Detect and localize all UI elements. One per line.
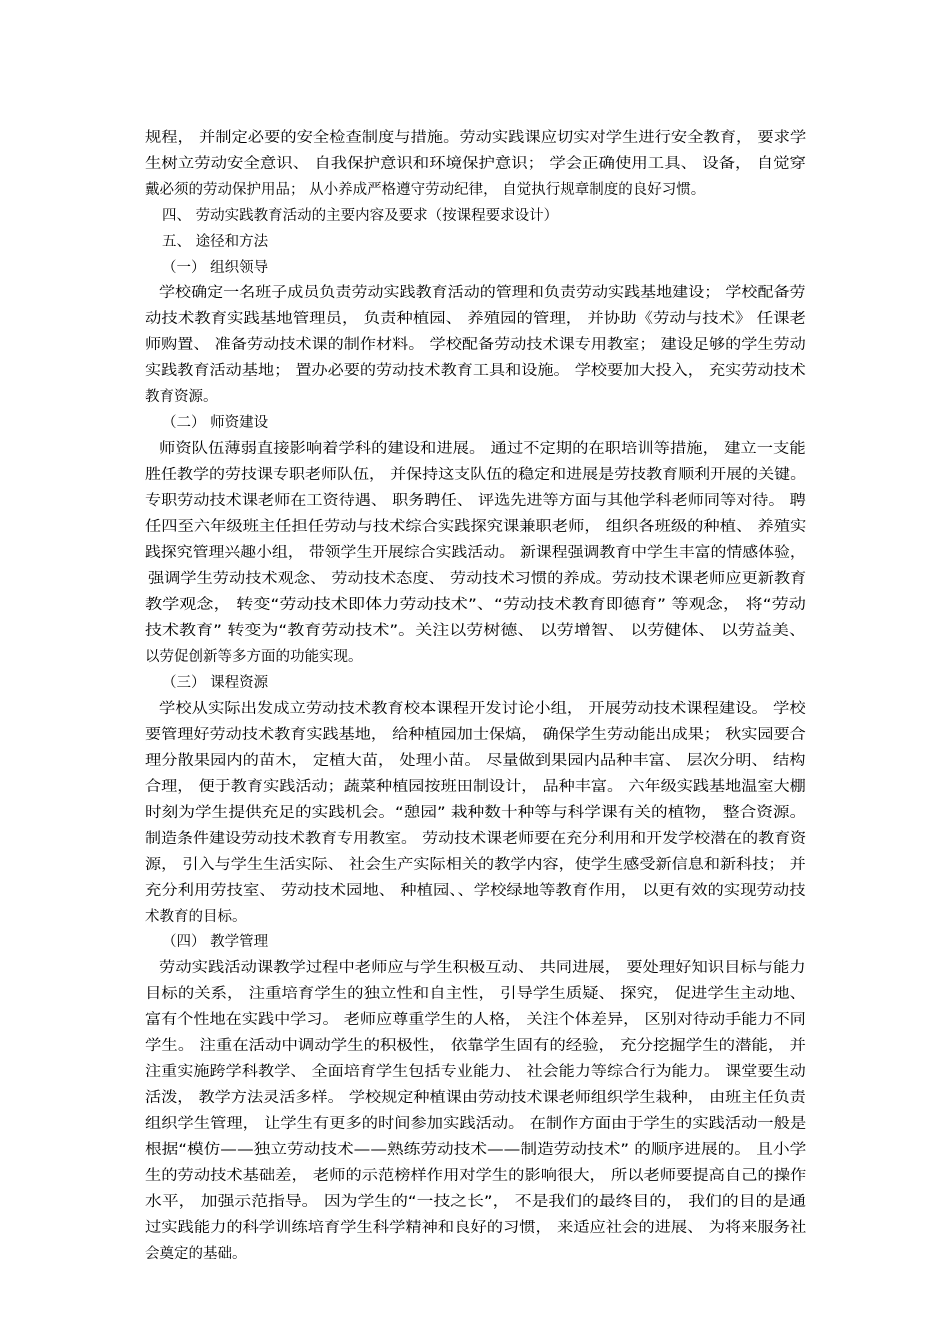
section-heading: （一） 组织领导 [162, 260, 269, 276]
text-line: 实践教育活动基地； 置办必要的劳动技术教育工具和设施。 学校要加大投入， 充实劳动技术 [145, 363, 806, 379]
text-line: 源， 引入与学生生活实际、 社会生产实际相关的教学内容，使学生感受新信息和新科技； 并 [145, 857, 806, 873]
section-heading: （三） 课程资源 [162, 675, 269, 691]
text-line: 过实践能力的科学训练培育学生科学精神和良好的习惯， 来适应社会的进展、 为将来服务社 [145, 1220, 807, 1236]
text-line: 术教育的目标。 [145, 909, 247, 925]
text-line: 教育资源。 [145, 389, 218, 405]
text-line: 组织学生管理， 让学生有更多的时间参加实践活动。 在制作方面由于学生的实践活动一般是 [145, 1116, 807, 1132]
text-line: 富有个性地在实践中学习。 老师应尊重学生的人格， 关注个体差异， 区别对待动手能力不同 [145, 1012, 806, 1028]
text-line: 规程， 并制定必要的安全检查制度与措施。劳动实践课应切实对学生进行安全教育， 要求学 [145, 130, 807, 146]
text-line: 师资队伍薄弱直接影响着学科的建设和进展。 通过不定期的在职培训等措施， 建立一支能 [159, 441, 806, 457]
text-line: 要管理好劳动技术教育实践基地， 给种植园加士保熇， 确保学生劳动能出成果； 秋实园要合 [145, 727, 806, 743]
text-line: 劳动实践活动课教学过程中老师应与学生积极互动、 共同进展， 要处理好知识目标与能力 [159, 960, 806, 976]
text-line: 合理， 便于教育实践活动；蔬菜种植园按班田制设计， 品种丰富。 六年级实践基地温室大棚 [145, 779, 806, 795]
text-line: 戴必须的劳动保护用品； 从小养成严格遵守劳动纪律， 自觉执行规章制度的良好习惯。 [145, 182, 706, 198]
text-line: 制造条件建设劳动技术教育专用教室。 劳动技术课老师要在充分利用和开发学校潜在的教育资 [145, 831, 807, 847]
section-heading: （二） 师资建设 [162, 415, 269, 431]
text-line: 以劳促创新等多方面的功能实现。 [145, 649, 363, 665]
text-line: 理分散果园内的苗木， 定植大苗， 处理小苗。 尽量做到果园内品种丰富、 层次分明、 结构 [145, 753, 806, 769]
text-line: 生树立劳动安全意识、 自我保护意识和环境保护意识； 学会正确使用工具、 设备， 自觉穿 [145, 156, 806, 172]
text-line: 学校确定一名班子成员负责劳动实践教育活动的管理和负责劳动实践基地建设； 学校配备劳 [159, 285, 806, 301]
section-heading: 四、 劳动实践教育活动的主要内容及要求（按课程要求设计） [162, 208, 559, 224]
text-line: 水平， 加强示范指导。 因为学生的“一技之长”， 不是我们的最终目的， 我们的目的是通 [145, 1194, 806, 1210]
text-line: 学生。 注重在活动中调动学生的积极性， 依靠学生固有的经验， 充分挖掘学生的潜能， 并 [145, 1038, 806, 1054]
text-line: 胜任教学的劳技课专职老师队伍， 并保持这支队伍的稳定和进展是劳技教育顺利开展的关键。 [145, 467, 807, 483]
text-line: 注重实施跨学科教学、 全面培育学生包括专业能力、 社会能力等综合行为能力。 课堂要生动 [145, 1064, 806, 1080]
text-line: 学校从实际出发成立劳动技术教育校本课程开发讨论小组， 开展劳动技术课程建设。 学校 [159, 701, 806, 717]
text-line: 动技术教育实践基地管理员， 负责种植园、 养殖园的管理， 并协助《劳动与技术》 任课老 [145, 311, 806, 327]
section-heading: 五、 途径和方法 [162, 234, 269, 250]
text-line: 师购置、 准备劳动技术课的制作材料。 学校配备劳动技术课专用教室； 建设足够的学生劳动 [145, 337, 806, 353]
text-line: 技术教育” 转变为“教育劳动技术”。关注以劳树德、 以劳增智、 以劳健体、 以劳益美、 [145, 623, 806, 639]
text-line: 专职劳动技术课老师在工资待遇、 职务聘任、 评选先进等方面与其他学科老师同等对待。 聘 [145, 493, 806, 509]
text-line: 活泼， 教学方法灵活多样。 学校规定种植课由劳动技术课老师组织学生栽种， 由班主任负责 [145, 1090, 806, 1106]
text-line: 时刻为学生提供充足的实践机会。“憩园” 栽种数十种等与科学课有关的植物， 整合资源。 [145, 805, 807, 821]
text-line: 教学观念， 转变“劳动技术即体力劳动技术”、“劳动技术教育即德育” 等观念， 将“劳动 [145, 597, 806, 613]
text-line: 生的劳动技术基础差， 老师的示范榜样作用对学生的影响很大， 所以老师要提高自己的操作 [145, 1168, 807, 1184]
text-line: 践探究管理兴趣小组， 带领学生开展综合实践活动。 新课程强调教育中学生丰富的情感体验， [145, 545, 806, 561]
text-line: 充分利用劳技室、 劳动技术园地、 种植园、、学校绿地等教育作用， 以更有效的实现劳动技 [145, 883, 806, 899]
section-heading: （四） 教学管理 [162, 934, 269, 950]
text-line: 根据“模仿——独立劳动技术——熟练劳动技术——制造劳动技术” 的顺序进展的。 且小学 [145, 1142, 807, 1158]
text-line: 任四至六年级班主任担任劳动与技术综合实践探究课兼职老师， 组织各班级的种植、 养殖实 [145, 519, 807, 535]
text-line: 目标的关系， 注重培育学生的独立性和自主性， 引导学生质疑、 探究， 促进学生主动地、 [145, 986, 806, 1002]
text-line: 会奠定的基础。 [145, 1246, 247, 1262]
text-line: 强调学生劳动技术观念、 劳动技术态度、 劳动技术习惯的养成。劳动技术课老师应更新教育 [148, 571, 807, 587]
